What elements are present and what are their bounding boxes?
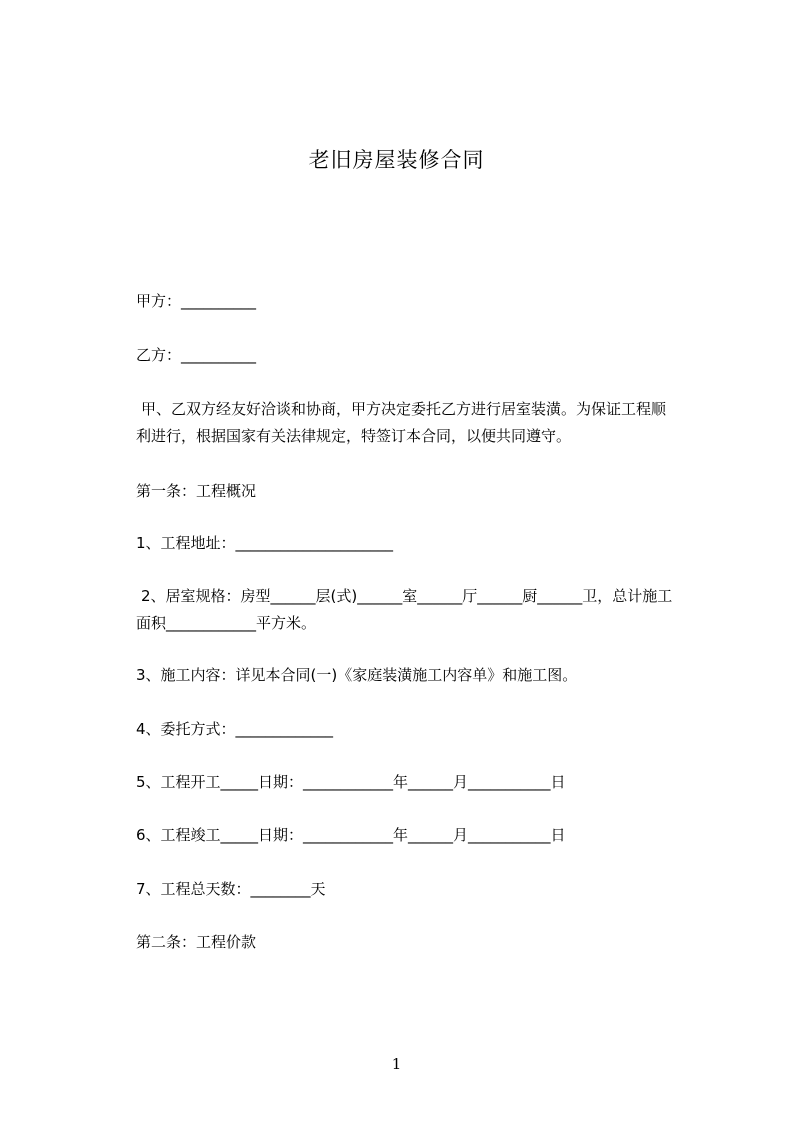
- document-title: 老旧房屋装修合同: [308, 148, 485, 172]
- article2-heading: 第二条：工程价款: [136, 933, 257, 951]
- article1-heading: 第一条：工程概况: [136, 482, 257, 500]
- page-number: 1: [391, 1055, 402, 1073]
- item6-completion-date: 6、工程竣工_____日期：____________年______月___________日: [136, 826, 566, 844]
- item7-total-days: 7、工程总天数：________天: [136, 880, 326, 898]
- item1-address: 1、工程地址：_____________________: [136, 534, 394, 552]
- item2-specs-line2: 面积____________平方米。: [136, 614, 317, 632]
- party-b-line: 乙方：__________: [136, 346, 257, 364]
- item3-content: 3、施工内容：详见本合同(一)《家庭装潢施工内容单》和施工图。: [136, 666, 578, 684]
- item2-specs-line1: 2、居室规格：房型______层(式)______室______厅______厨______卫，总计施工: [141, 587, 673, 605]
- intro-paragraph-line2: 利进行，根据国家有关法律规定，特签订本合同，以便共同遵守。: [136, 427, 572, 445]
- item5-start-date: 5、工程开工_____日期：____________年______月___________日: [136, 773, 566, 791]
- party-a-line: 甲方：__________: [136, 292, 257, 310]
- intro-paragraph-line1: 甲、乙双方经友好洽谈和协商，甲方决定委托乙方进行居室装潢。为保证工程顺: [141, 400, 667, 418]
- item4-method: 4、委托方式：_____________: [136, 720, 334, 738]
